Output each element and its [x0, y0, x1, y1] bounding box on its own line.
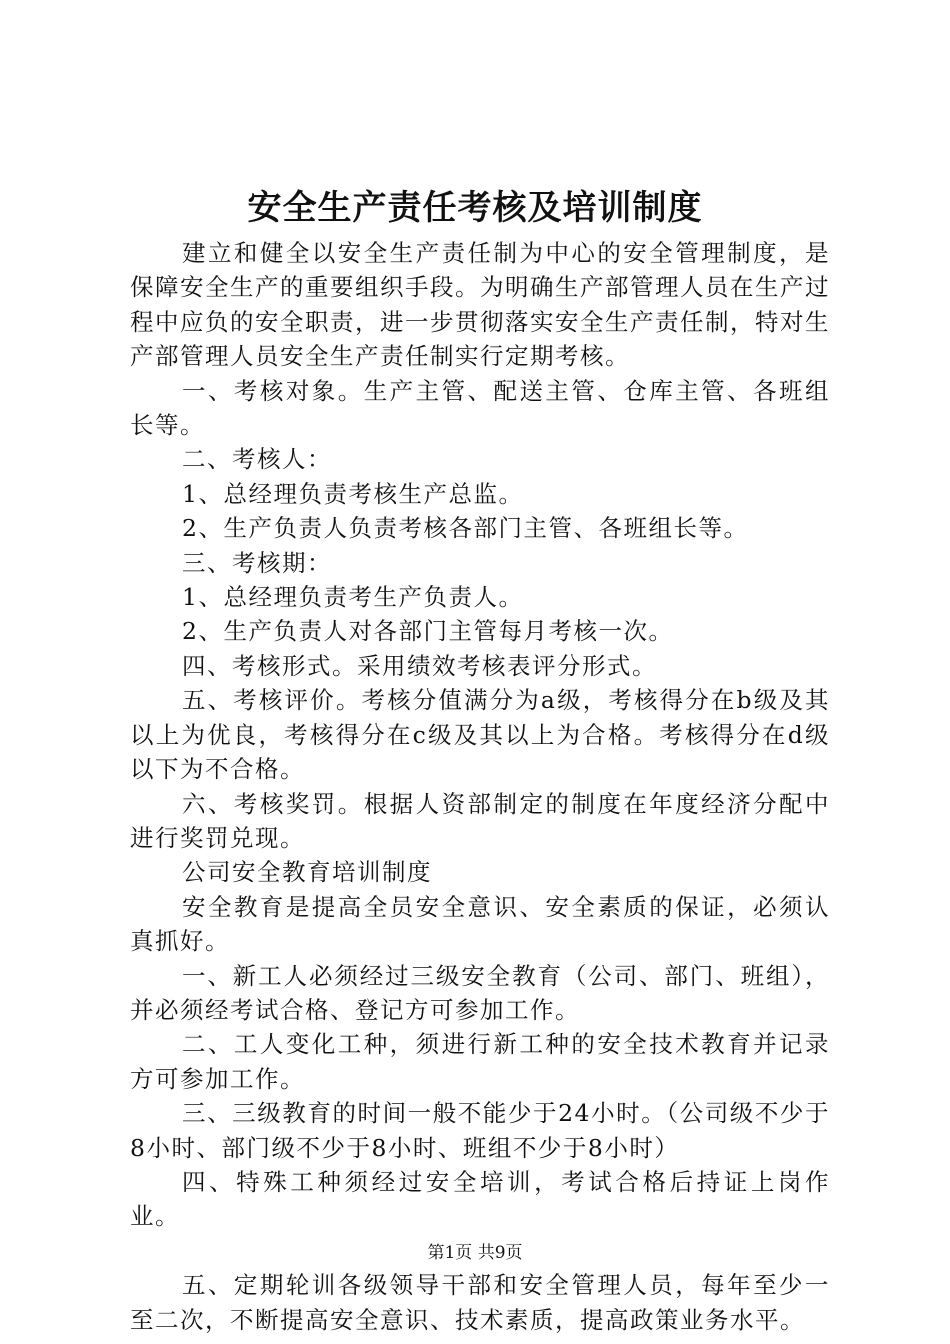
paragraph-assessment-target: 一、考核对象。生产主管、配送主管、仓库主管、各班组长等。 — [130, 376, 830, 440]
paragraph-period-2: 2、生产负责人对各部门主管每月考核一次。 — [182, 617, 674, 646]
paragraph-training-4: 四、特殊工种须经过安全培训，考试合格后持证上岗作业。 — [130, 1167, 830, 1231]
paragraph-period-1: 1、总经理负责考生产负责人。 — [182, 583, 524, 612]
document-title: 安全生产责任考核及培训制度 — [247, 188, 703, 228]
page-footer: 第1页 共9页 — [427, 1243, 523, 1263]
paragraph-training-3: 三、三级教育的时间一般不能少于24小时。（公司级不少于8小时、部门级不少于8小时、班组不少于8小时） — [130, 1099, 830, 1162]
paragraph-rewards: 六、考核奖罚。根据人资部制定的制度在年度经济分配中进行奖罚兑现。 — [130, 789, 830, 852]
paragraph-intro: 建立和健全以安全生产责任制为中心的安全管理制度，是保障安全生产的重要组织手段。为明确生产部管理人员在生产过程中应负的安全职责，进一步贯彻落实安全生产责任制，特对生产部管理人员安全生产责任制实行定期考核。 — [130, 239, 830, 371]
paragraph-assessor-2: 2、生产负责人负责考核各部门主管、各班组长等。 — [182, 514, 749, 543]
paragraph-assessor-1: 1、总经理负责考核生产总监。 — [182, 479, 524, 508]
paragraph-period-heading: 三、考核期： — [182, 548, 332, 577]
paragraph-training-1: 一、新工人必须经过三级安全教育（公司、部门、班组），并必须经考试合格、登记方可参加工作。 — [130, 961, 830, 1024]
paragraph-training-intro: 安全教育是提高全员安全意识、安全素质的保证，必须认真抓好。 — [130, 892, 830, 956]
paragraph-assessor-heading: 二、考核人： — [182, 445, 332, 474]
paragraph-evaluation: 五、考核评价。考核分值满分为a级，考核得分在b级及其以上为优良，考核得分在c级及其以上为合格。考核得分在d级以下为不合格。 — [130, 686, 830, 784]
paragraph-training-2: 二、工人变化工种，须进行新工种的安全技术教育并记录方可参加工作。 — [130, 1030, 830, 1093]
document-body — [130, 236, 830, 1337]
paragraph-form: 四、考核形式。采用绩效考核表评分形式。 — [182, 651, 657, 680]
section-heading-training: 公司安全教育培训制度 — [182, 858, 432, 887]
paragraph-training-5: 五、定期轮训各级领导干部和安全管理人员，每年至少一至二次，不断提高安全意识、技术素质，提高政策业务水平。 — [130, 1271, 830, 1334]
